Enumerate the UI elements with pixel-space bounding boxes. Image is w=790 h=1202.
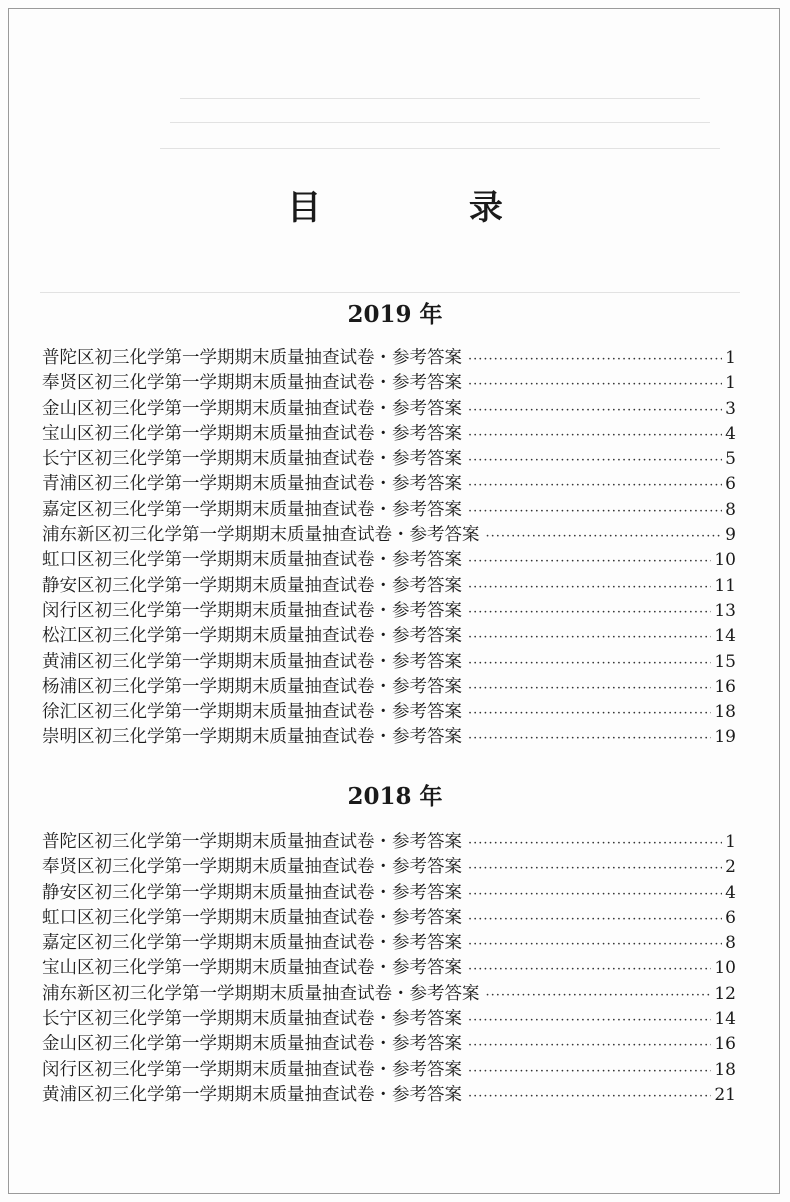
toc-page-number: 16: [714, 1034, 736, 1055]
toc-entry-title: 浦东新区初三化学第一学期期末质量抽查试卷・参考答案: [42, 983, 480, 1004]
bleed-through-line: [180, 98, 700, 99]
page-title: 目 录: [287, 188, 571, 228]
toc-entry-title: 崇明区初三化学第一学期期末质量抽查试卷・参考答案: [42, 727, 462, 748]
dot-leader: [468, 372, 722, 397]
toc-page-number: 6: [725, 474, 736, 495]
dot-leader: [468, 575, 711, 600]
toc-entry-title: 普陀区初三化学第一学期期末质量抽查试卷・参考答案: [42, 348, 462, 368]
dot-leader: [468, 907, 722, 932]
toc-page-number: 3: [725, 398, 736, 419]
toc-page-number: 1: [725, 348, 736, 368]
toc-entry[interactable]: [42, 881, 736, 906]
dot-leader: [468, 701, 711, 726]
dot-leader: [468, 625, 711, 650]
toc-entry[interactable]: [42, 397, 736, 422]
toc-entry[interactable]: [42, 725, 736, 750]
toc-entry-title: 静安区初三化学第一学期期末质量抽查试卷・参考答案: [42, 575, 462, 596]
toc-page-number: 10: [714, 550, 736, 571]
dot-leader: [468, 398, 722, 423]
toc-page-number: 8: [725, 499, 736, 520]
toc-page-number: 1: [725, 373, 736, 394]
toc-page-number: 6: [725, 907, 736, 928]
dot-leader: [486, 524, 723, 549]
toc-entry[interactable]: [42, 346, 736, 371]
dot-leader: [468, 651, 711, 676]
toc-entry[interactable]: [42, 371, 736, 396]
toc-page-number: 19: [714, 727, 736, 748]
toc-entry-title: 金山区初三化学第一学期期末质量抽查试卷・参考答案: [42, 398, 462, 419]
toc-entry[interactable]: [42, 830, 736, 855]
toc-entry-title: 虹口区初三化学第一学期期末质量抽查试卷・参考答案: [42, 550, 462, 571]
toc-entry-title: 金山区初三化学第一学期期末质量抽查试卷・参考答案: [42, 1034, 462, 1055]
toc-entry[interactable]: [42, 624, 736, 649]
toc-page-number: 15: [714, 651, 736, 672]
dot-leader: [468, 549, 711, 574]
toc-entry[interactable]: [42, 1083, 736, 1108]
dot-leader: [468, 1084, 711, 1109]
toc-page-number: 9: [725, 525, 736, 546]
toc-entry-title: 虹口区初三化学第一学期期末质量抽查试卷・参考答案: [42, 907, 462, 928]
toc-page-number: 10: [714, 958, 736, 979]
toc-entry[interactable]: [42, 956, 736, 981]
toc-entry-title: 松江区初三化学第一学期期末质量抽查试卷・参考答案: [42, 626, 462, 647]
dot-leader: [468, 882, 722, 907]
toc-list-2019: [42, 346, 736, 751]
toc-entry-title: 宝山区初三化学第一学期期末质量抽查试卷・参考答案: [42, 423, 462, 444]
toc-entry[interactable]: [42, 548, 736, 573]
dot-leader: [468, 957, 711, 982]
toc-entry[interactable]: [42, 599, 736, 624]
toc-page-number: 8: [725, 933, 736, 954]
toc-entry[interactable]: [42, 650, 736, 675]
toc-entry-title: 静安区初三化学第一学期期末质量抽查试卷・参考答案: [42, 882, 462, 903]
toc-entry-title: 嘉定区初三化学第一学期期末质量抽查试卷・参考答案: [42, 933, 462, 954]
toc-entry-title: 奉贤区初三化学第一学期期末质量抽查试卷・参考答案: [42, 857, 462, 878]
dot-leader: [486, 983, 712, 1008]
toc-entry[interactable]: [42, 523, 736, 548]
toc-page-number: 4: [725, 882, 736, 903]
toc-entry[interactable]: [42, 982, 736, 1007]
toc-page-number: 4: [725, 423, 736, 444]
dot-leader: [468, 499, 722, 524]
toc-list-2018: [42, 830, 736, 1108]
dot-leader: [468, 473, 722, 498]
toc-entry-title: 嘉定区初三化学第一学期期末质量抽查试卷・参考答案: [42, 499, 462, 520]
section-heading-2018: 2018 年: [347, 783, 443, 810]
toc-entry[interactable]: [42, 700, 736, 725]
toc-entry[interactable]: [42, 1032, 736, 1057]
toc-entry-title: 青浦区初三化学第一学期期末质量抽查试卷・参考答案: [42, 474, 462, 495]
toc-entry-title: 奉贤区初三化学第一学期期末质量抽查试卷・参考答案: [42, 373, 462, 394]
toc-entry[interactable]: [42, 675, 736, 700]
dot-leader: [468, 347, 722, 372]
dot-leader: [468, 726, 711, 751]
toc-entry-title: 闵行区初三化学第一学期期末质量抽查试卷・参考答案: [42, 600, 462, 621]
toc-entry[interactable]: [42, 855, 736, 880]
toc-page-number: 13: [714, 600, 736, 621]
toc-page-number: 5: [725, 449, 736, 470]
dot-leader: [468, 1059, 711, 1084]
toc-entry[interactable]: [42, 906, 736, 931]
dot-leader: [468, 1008, 711, 1033]
toc-entry-title: 浦东新区初三化学第一学期期末质量抽查试卷・参考答案: [42, 525, 480, 546]
toc-entry-title: 长宁区初三化学第一学期期末质量抽查试卷・参考答案: [42, 1009, 462, 1030]
dot-leader: [468, 423, 722, 448]
dot-leader: [468, 448, 722, 473]
dot-leader: [468, 932, 722, 957]
toc-entry-title: 杨浦区初三化学第一学期期末质量抽查试卷・参考答案: [42, 676, 462, 697]
toc-page-number: 18: [714, 702, 736, 723]
toc-entry[interactable]: [42, 1007, 736, 1032]
toc-page-number: 21: [714, 1084, 736, 1105]
toc-page-number: 14: [714, 626, 736, 647]
toc-entry-title: 徐汇区初三化学第一学期期末质量抽查试卷・参考答案: [42, 702, 462, 723]
toc-page-number: 16: [714, 676, 736, 697]
toc-page-number: 18: [714, 1059, 736, 1080]
section-heading-2019: 2019 年: [347, 301, 443, 328]
dot-leader: [468, 856, 722, 881]
dot-leader: [468, 600, 711, 625]
toc-entry-title: 黄浦区初三化学第一学期期末质量抽查试卷・参考答案: [42, 651, 462, 672]
toc-entry-title: 宝山区初三化学第一学期期末质量抽查试卷・参考答案: [42, 958, 462, 979]
dot-leader: [468, 676, 711, 701]
toc-page-number: 1: [725, 832, 736, 852]
toc-page-number: 11: [714, 575, 736, 596]
toc-page-number: 12: [714, 983, 736, 1004]
dot-leader: [468, 1033, 711, 1058]
dot-leader: [468, 831, 722, 856]
toc-entry-title: 闵行区初三化学第一学期期末质量抽查试卷・参考答案: [42, 1059, 462, 1080]
toc-entry-title: 长宁区初三化学第一学期期末质量抽查试卷・参考答案: [42, 449, 462, 470]
toc-entry[interactable]: [42, 574, 736, 599]
toc-entry[interactable]: [42, 472, 736, 497]
toc-page-number: 14: [714, 1009, 736, 1030]
bleed-through-line: [40, 292, 740, 293]
toc-entry[interactable]: [42, 498, 736, 523]
toc-entry[interactable]: [42, 447, 736, 472]
toc-entry[interactable]: [42, 422, 736, 447]
toc-entry[interactable]: [42, 1058, 736, 1083]
toc-entry[interactable]: [42, 931, 736, 956]
bleed-through-line: [160, 148, 720, 149]
toc-entry-title: 黄浦区初三化学第一学期期末质量抽查试卷・参考答案: [42, 1084, 462, 1105]
bleed-through-line: [170, 122, 710, 123]
toc-page-number: 2: [725, 857, 736, 878]
toc-entry-title: 普陀区初三化学第一学期期末质量抽查试卷・参考答案: [42, 832, 462, 852]
